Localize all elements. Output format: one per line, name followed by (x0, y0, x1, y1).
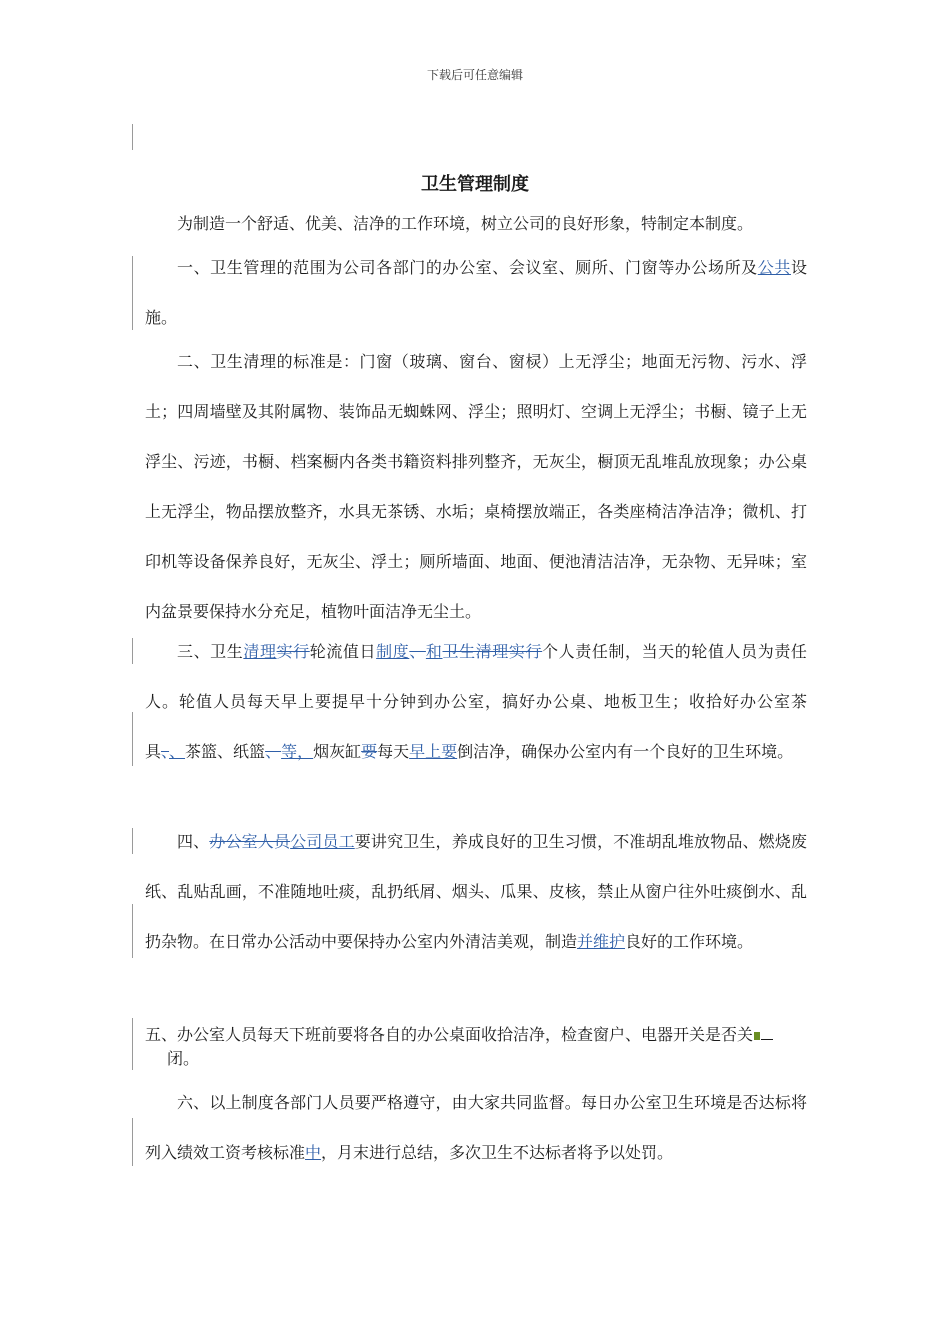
section-3-text: 每天 (377, 742, 410, 761)
inserted-text: 公共 (757, 258, 791, 277)
inserted-text: 并维护 (577, 932, 626, 951)
section-3-text: 三、卫生 (177, 642, 244, 661)
deleted-text: 办公室人员 (209, 832, 291, 851)
page-header: 下载后可任意编辑 (426, 68, 523, 82)
inserted-text: 早上要 (409, 742, 458, 761)
deleted-text: 实行 (276, 642, 310, 661)
change-bar (132, 256, 133, 330)
inserted-text: 和 (425, 642, 443, 661)
revision-marker-icon (754, 1032, 760, 1040)
section-1-paragraph (145, 243, 807, 343)
intro-paragraph (145, 199, 807, 249)
inserted-text: 清理 (243, 642, 277, 661)
section-4-text-end: 良好的工作环境。 (625, 932, 754, 951)
inserted-text: 、 (169, 742, 186, 761)
section-3-text: 个人责任制，当天的轮值人员为责任人。轮值人员每天早上要提早十分钟到办公室，搞好办公桌、地板卫生；收拾好办公室茶具 (145, 642, 807, 761)
change-bar (132, 712, 133, 766)
section-5-paragraph (145, 1023, 807, 1071)
section-5-line-1: 五、办公室人员每天下班前要将各自的办公桌面收拾洁净，检查窗户、电器开关是否关 (145, 1025, 754, 1044)
document-title: 卫生管理制度 (421, 174, 529, 195)
section-6-paragraph (145, 1078, 807, 1178)
deleted-text: 、 (265, 742, 282, 761)
section-3-text: 烟灰缸 (313, 742, 362, 761)
intro-text: 为制造一个舒适、优美、洁净的工作环境，树立公司的良好形象，特制定本制度。 (177, 214, 754, 233)
change-bar (132, 828, 133, 854)
section-6-text-end: ，月末进行总结，多次卫生不达标者将予以处罚。 (321, 1143, 674, 1162)
inserted-text: 公司员工 (290, 832, 355, 851)
deleted-text: 、 (409, 642, 426, 661)
section-4-paragraph (145, 817, 807, 967)
inserted-text: 等， (281, 742, 314, 761)
section-4-text: 四、 (177, 832, 210, 851)
inserted-text: 中 (305, 1143, 322, 1162)
change-bar (132, 1018, 133, 1070)
underline-mark (761, 1039, 773, 1040)
change-bar (132, 638, 133, 664)
section-3-text-end: 倒洁净，确保办公室内有一个良好的卫生环境。 (457, 742, 794, 761)
deleted-text: 、 (161, 742, 170, 761)
deleted-text: 要 (361, 742, 378, 761)
section-6-text: 六、以上制度各部门人员要严格遵守，由大家共同监督。每日办公室卫生环境是否达标将列入绩效工资考核标准 (145, 1093, 807, 1162)
section-4-text: 要讲究卫生，养成良好的卫生习惯，不准胡乱堆放物品、燃烧废纸、乱贴乱画，不准随地吐痰，乱扔纸屑、烟头、瓜果、皮核，禁止从窗户往外吐痰倒水、乱扔杂物。在日常办公活动中要保持办公室内外清洁美观，制造 (145, 832, 807, 951)
section-1-text-end: 设施。 (145, 258, 807, 327)
change-bar (132, 904, 133, 958)
section-5-line-2: 闭。 (167, 1049, 200, 1068)
section-3-text: 轮流值日 (309, 642, 377, 661)
change-bar (132, 1118, 133, 1166)
inserted-text: 制度 (376, 642, 410, 661)
section-3-paragraph (145, 627, 807, 777)
change-bar (132, 124, 133, 150)
section-3-text: 茶篮、纸篮 (185, 742, 266, 761)
section-1-text: 一、卫生管理的范围为公司各部门的办公室、会议室、厕所、门窗等办公场所及 (177, 258, 758, 277)
deleted-text: 卫生清理实行 (442, 642, 543, 661)
section-2-text: 二、卫生清理的标准是：门窗（玻璃、窗台、窗棂）上无浮尘；地面无污物、污水、浮土；四周墙壁及其附属物、装饰品无蜘蛛网、浮尘；照明灯、空调上无浮尘；书橱、镜子上无浮尘、污迹，书橱、档案橱内各类书籍资料排列整齐，无灰尘，橱顶无乱堆乱放现象；办公桌上无浮尘，物品摆放整齐，水具无茶锈、水垢；桌椅摆放端正，各类座椅洁净洁净；微机、打印机等设备保养良好，无灰尘、浮土；厕所墙面、地面、便池清洁洁净，无杂物、无异味；室内盆景要保持水分充足，植物叶面洁净无尘土。 (145, 352, 807, 621)
section-2-paragraph (145, 337, 807, 637)
